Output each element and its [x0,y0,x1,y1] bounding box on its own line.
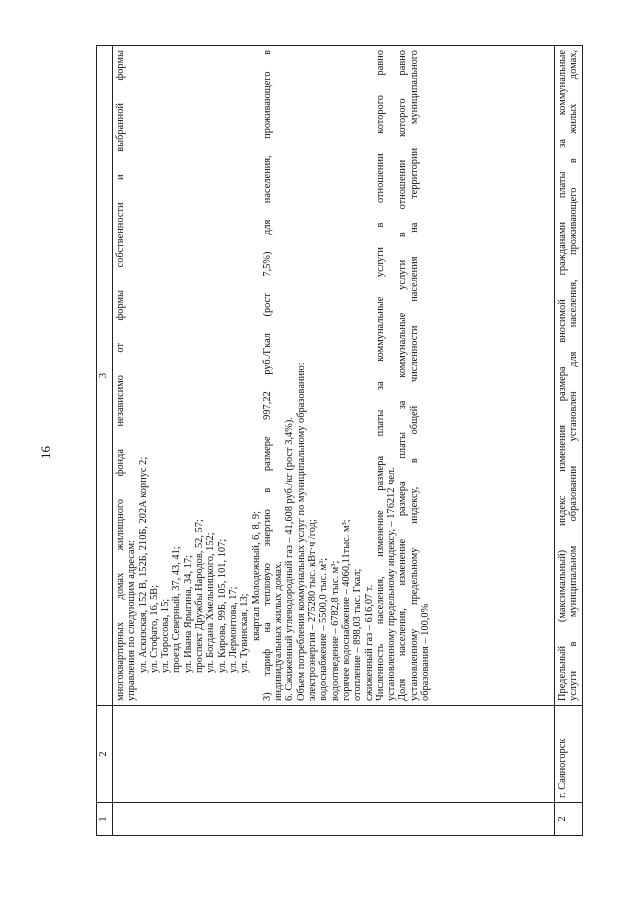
row2-number-cell: 2 [555,803,583,836]
address-line: ул. Стофато, 16, 5В; [148,585,160,673]
table-header-row [97,46,113,836]
text-line: отопление – 898,03 тыс. Гкал; [352,568,364,701]
text-line: услуги в муниципальном образовании установлен для населения, проживающего в жилых домах, [568,50,580,701]
table-row [113,46,555,836]
text-line: Численность населения, изменение размера платы за коммунальные услуги в отношении которого равно [374,50,386,701]
address-line: ул. Ивана Ярыгина, 34, 17; [182,555,194,673]
text-line: образования – 100,0% [420,603,432,701]
address-line: ул. Богдана Хмельницкого, 152; [205,532,217,673]
text-line: 3) тариф на тепловую энергию в размере 997,22 руб./Гкал (рост 7,5%) для населения, проживающего в [261,50,273,701]
address-line: ул. Тувинская, 13; [239,593,251,673]
text-line: установленному предельному индексу, в общей численности населения на территории муниципального [408,50,420,701]
text-line: Доля населения, изменение размера платы за коммунальные услуги в отношении которого равно [397,50,409,701]
address-line: ул. Лермонтова, 17; [227,586,239,673]
text-line: установленному предельному индексу, – 176212 чел. [386,467,398,701]
address-line: проспект Дружбы Народов, 52, 57; [194,519,206,673]
text-line: водоснабжение – 5500,0 тыс. м³; [318,557,330,701]
row1-content-cell [113,46,555,706]
text-line: водоотведение – 6782,8 тыс. м³; [329,560,341,701]
row1-number-cell [113,803,555,836]
text-line: электроэнергия – 275280 тыс. кВт·ч /год; [307,519,319,701]
text-line: 6. Сжиженный углеводородный газ – 41,608 руб./кг (рост 3,4%). [284,417,296,701]
row1-city-cell [113,706,555,803]
address-line: ул. Торосова, 15; [160,598,172,673]
address-line: квартал Молодежный, 6, 8, 9; [250,511,262,641]
text-line: горячее водоснабжение – 4060,11тыс. м³; [340,519,352,701]
text-line: Предельный (максимальный) индекс изменения размера вносимой гражданами платы за коммунальные [557,50,568,701]
address-line: проезд Северный, 37, 43, 41; [171,546,183,673]
text-line: индивидуальных жилых домах. [273,561,285,701]
header-col-2: 2 [97,706,113,803]
address-line: ул. Кирова, 99Б, 105, 101, 107; [216,538,228,673]
page-number: 16 [38,446,53,459]
header-col-3: 3 [97,46,113,706]
table-row [555,46,583,836]
text-line: сжиженный газ – 616,07 т. [363,584,375,701]
address-line: ул. Аскизская, 152 В, 152Б, 210Б, 202А корпус 2; [137,456,149,673]
text-line: Объем потребления коммунальных услуг по муниципальному образованию: [295,362,307,701]
row2-city-cell: г. Саяногорск [555,706,583,803]
text-line: многоквартирных домах жилищного фонда независимо от формы собственности и выбранной формы [115,50,126,701]
text-line: управления по следующим адресам: [126,539,138,701]
tariff-table [96,45,583,836]
row2-content-cell [555,46,583,706]
header-col-1: 1 [97,803,113,836]
